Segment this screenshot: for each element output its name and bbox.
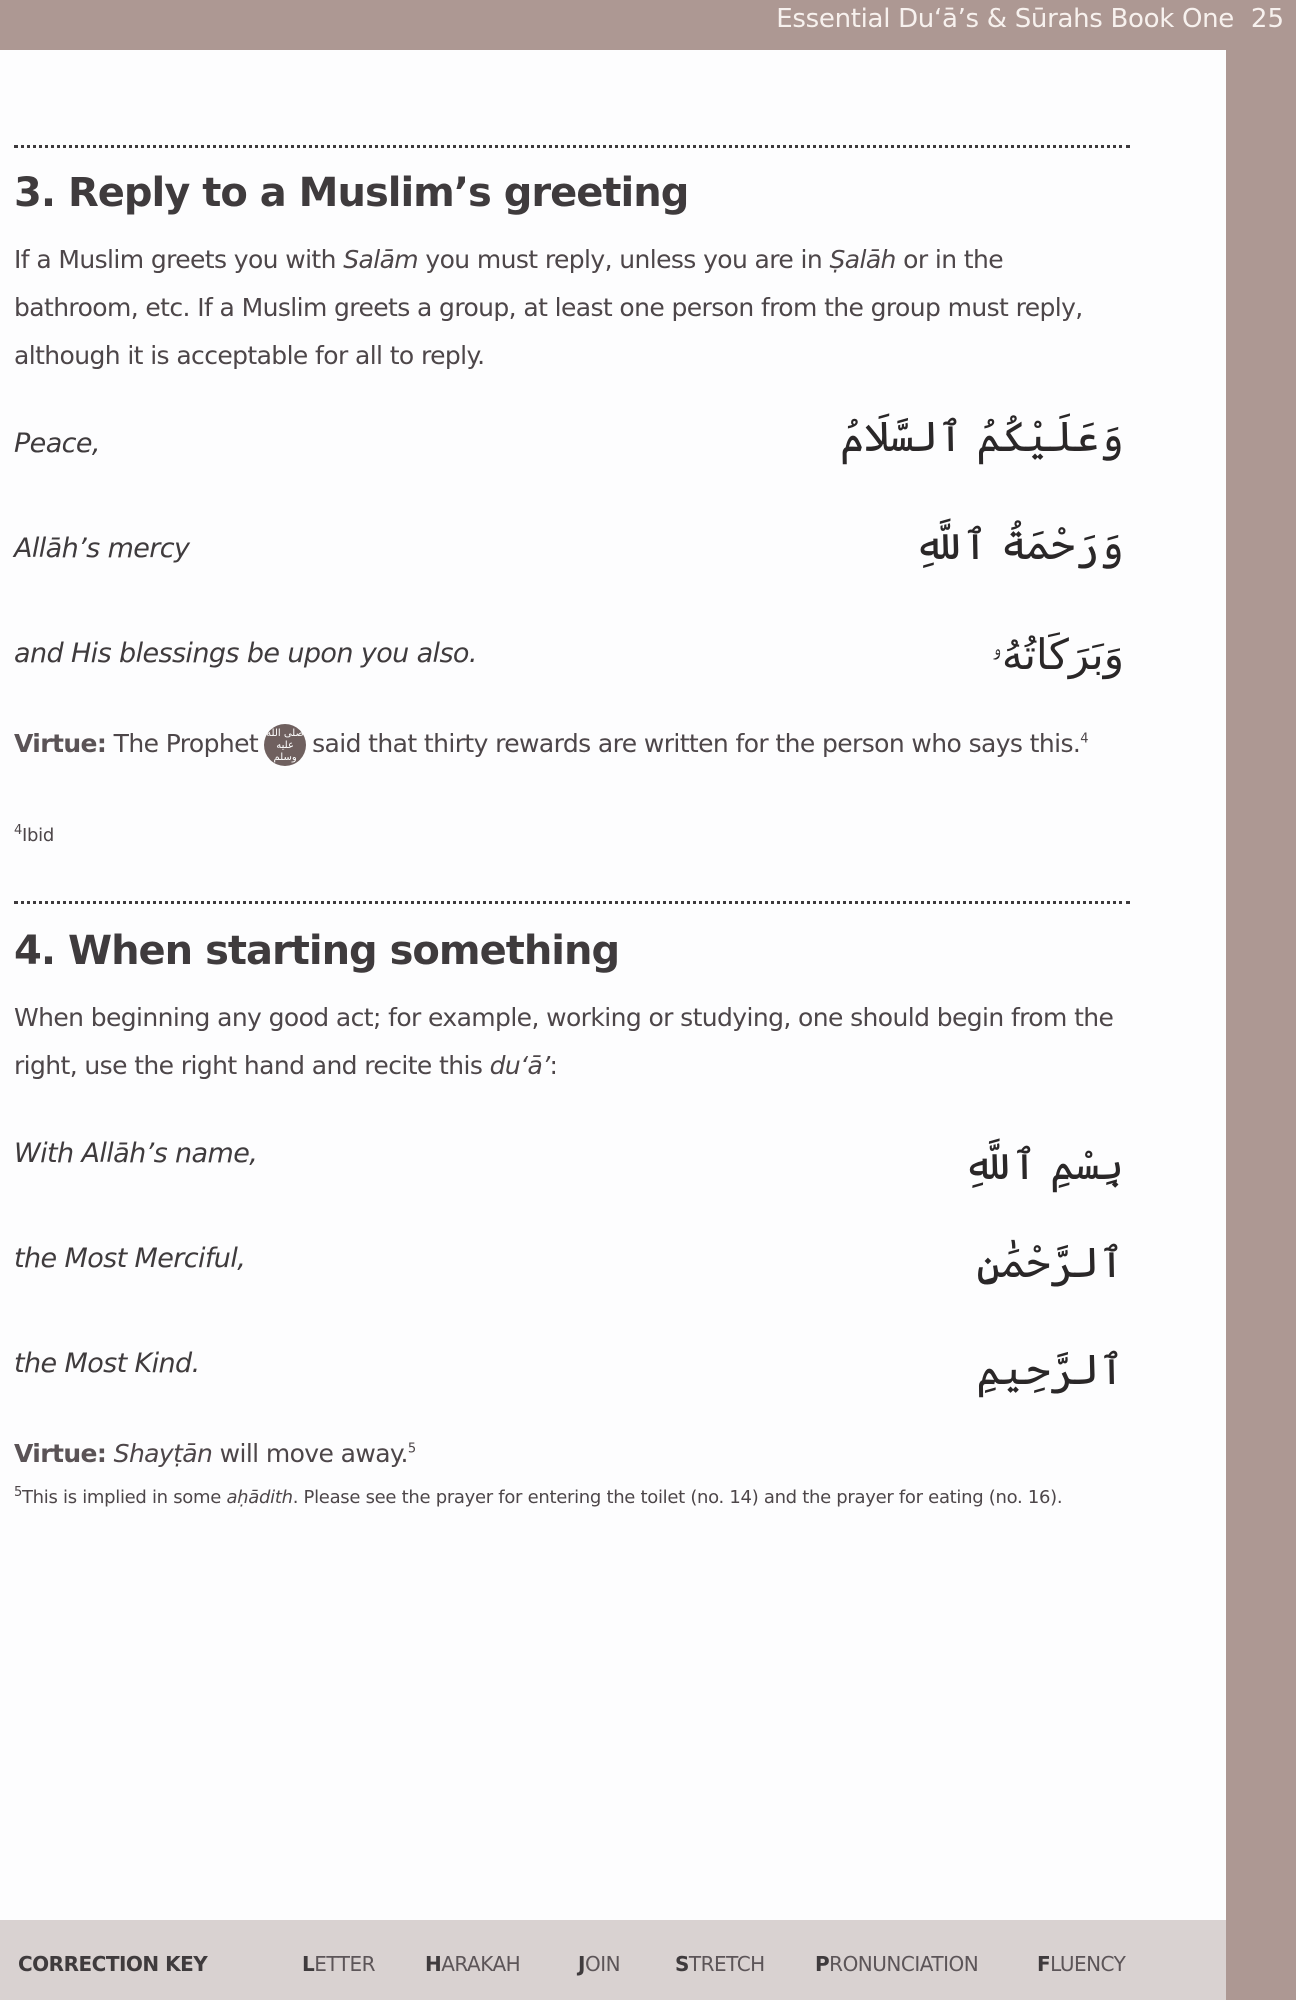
arabic-line: ٱلرَّحِيمِ bbox=[976, 1345, 1124, 1394]
section-divider bbox=[14, 145, 1130, 148]
key-fluency: FLUENCY bbox=[1037, 1952, 1126, 1976]
virtue-label: Virtue: bbox=[14, 1439, 107, 1468]
section-4-title: 4. When starting something bbox=[14, 928, 620, 974]
translation-line: With Allāh’s name, bbox=[14, 1138, 258, 1169]
correction-key-label: CORRECTION KEY bbox=[18, 1952, 208, 1976]
translation-line: Allāh’s mercy bbox=[14, 533, 190, 564]
arabic-line: وَعَلَيْكُمُ ٱلسَّلَامُ bbox=[839, 412, 1124, 461]
book-title: Essential Du‘ā’s & Sūrahs Book One bbox=[776, 4, 1234, 34]
key-stretch: STRETCH bbox=[675, 1952, 765, 1976]
section-divider bbox=[14, 901, 1130, 904]
arabic-line: وَبَرَكَاتُهُۥ bbox=[991, 630, 1124, 679]
section-3-intro: If a Muslim greets you with Salām you must reply, unless you are in Ṣalāh or in the bathroom, etc. If a Muslim greets a group, at least one person from the group must reply, although it is acceptable for all to reply. bbox=[14, 245, 1083, 370]
key-join: JOIN bbox=[578, 1952, 621, 1976]
arabic-line: ٱلرَّحْمَٰنِ bbox=[976, 1238, 1124, 1287]
key-harakah: HARAKAH bbox=[425, 1952, 521, 1976]
arabic-line: بِسْمِ ٱللَّهِ bbox=[962, 1140, 1124, 1189]
translation-line: Peace, bbox=[14, 428, 100, 459]
arabic-line: وَرَحْمَةُ ٱللَّهِ bbox=[913, 520, 1124, 569]
pbuh-honorific-icon: صلى الله عليه وسلم bbox=[264, 724, 306, 766]
translation-line: and His blessings be upon you also. bbox=[14, 638, 477, 669]
footnote-4: $^4$Ibid bbox=[14, 823, 54, 846]
page-header bbox=[0, 0, 1296, 50]
key-pronunciation: PRONUNCIATION bbox=[815, 1952, 979, 1976]
translation-line: the Most Kind. bbox=[14, 1348, 200, 1379]
page-number: 25 bbox=[1250, 4, 1284, 34]
section-4-intro: When beginning any good act; for example, working or studying, one should begin from the right, use the right hand and recite this du‘ā’: bbox=[14, 1003, 1114, 1080]
key-letter: LETTER bbox=[302, 1952, 376, 1976]
translation-line: the Most Merciful, bbox=[14, 1243, 246, 1274]
footnote-ref[interactable]: 5 bbox=[407, 1441, 416, 1457]
correction-key-bar bbox=[0, 1920, 1226, 2000]
footnote-5: $^5$This is implied in some aḥādith. Please see the prayer for entering the toilet (no. 14) and the prayer for eating (no. 16). bbox=[14, 1485, 1063, 1508]
section-4-virtue: Virtue: Shayṭān will move away.$^5$ bbox=[14, 1439, 416, 1468]
virtue-label: Virtue: bbox=[14, 729, 107, 758]
section-3-title: 3. Reply to a Muslim’s greeting bbox=[14, 170, 689, 216]
footnote-ref[interactable]: 4 bbox=[1080, 731, 1088, 747]
section-3-virtue: Virtue: The Prophet صلى الله عليه وسلم said that thirty rewards are written for the person who says this.$^4$ bbox=[14, 720, 1134, 768]
